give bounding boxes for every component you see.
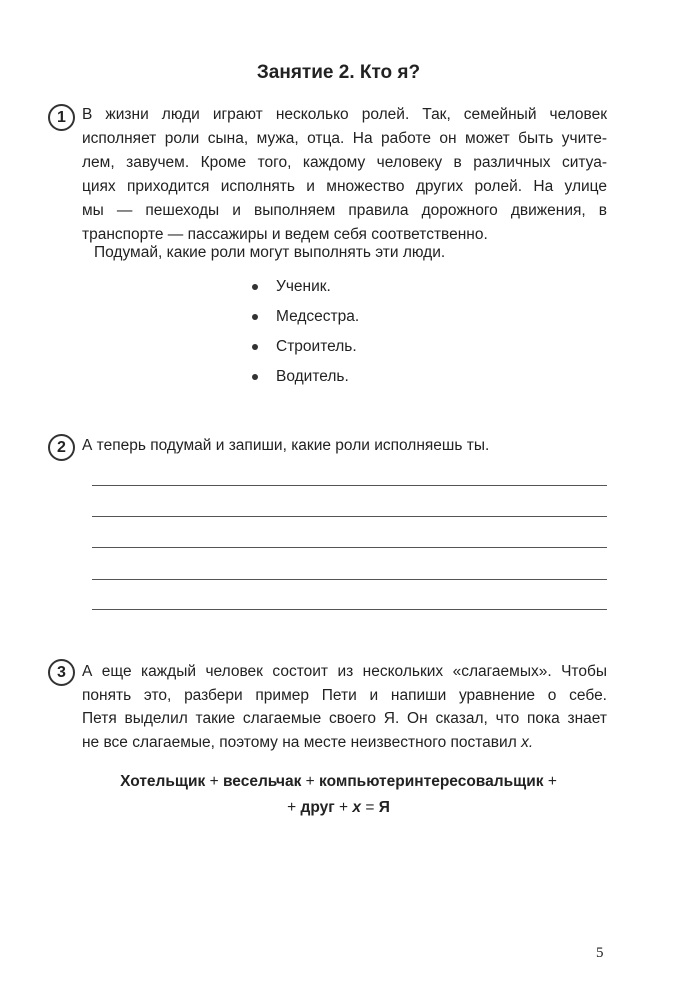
bullet-icon — [252, 374, 258, 380]
equation-line-1 — [0, 770, 677, 794]
bullet-icon — [252, 344, 258, 350]
paragraph-line — [82, 731, 533, 755]
answer-line[interactable] — [92, 609, 607, 610]
equation-term: весельчак — [222, 773, 302, 790]
bullet-icon — [252, 284, 258, 290]
plus-sign: + — [209, 773, 219, 790]
bullet-icon — [252, 314, 258, 320]
task-number-badge: 2 — [48, 434, 75, 461]
list-item: Водитель. — [276, 368, 349, 385]
page-number: 5 — [596, 945, 604, 961]
task-prompt: Подумай, какие роли могут выполнять эти люди. — [94, 244, 446, 261]
equation-line-2 — [0, 796, 677, 820]
plus-sign: + — [305, 773, 315, 790]
paragraph-line: В жизни люди играют несколько ролей. Так, семейный человек — [82, 106, 607, 123]
equation-result: Я — [378, 799, 390, 816]
equals-sign: = — [365, 799, 375, 816]
answer-line[interactable] — [92, 579, 607, 580]
paragraph-line: циях приходится исполнять и множество других ролей. На улице — [82, 178, 607, 195]
list-item: Ученик. — [276, 278, 331, 295]
equation-term: друг — [300, 799, 335, 816]
paragraph-line: лем, завучем. Кроме того, каждому человеку в различных ситуа- — [82, 154, 607, 171]
paragraph-text: не все слагаемые, поэтому на месте неизвестного поставил — [82, 734, 517, 751]
answer-line[interactable] — [92, 547, 607, 548]
plus-sign: + — [339, 799, 349, 816]
paragraph-line: понять это, разбери пример Пети и напиши уравнение о себе. — [82, 687, 607, 704]
list-item: Строитель. — [276, 338, 357, 355]
task-number-badge: 1 — [48, 104, 75, 131]
paragraph-line: мы — пешеходы и выполняем правила дорожного движения, в — [82, 202, 607, 219]
paragraph-line: Петя выделил такие слагаемые своего Я. Он сказал, что пока знает — [82, 710, 607, 727]
equation-term: компьютеринтересовальщик — [319, 773, 544, 790]
paragraph-line: транспорте — пассажиры и ведем себя соответственно. — [82, 226, 488, 243]
answer-line[interactable] — [92, 516, 607, 517]
page-title: Занятие 2. Кто я? — [256, 62, 421, 83]
list-item: Медсестра. — [276, 308, 360, 325]
plus-sign: + — [287, 799, 297, 816]
equation-term: Хотельщик — [120, 773, 206, 790]
answer-line[interactable] — [92, 485, 607, 486]
paragraph-line: исполняет роли сына, мужа, отца. На работе он может быть учите- — [82, 130, 607, 147]
task-text: А теперь подумай и запиши, какие роли исполняешь ты. — [82, 437, 490, 454]
paragraph-line: А еще каждый человек состоит из нескольких «слагаемых». Чтобы — [82, 663, 607, 680]
plus-sign: + — [547, 773, 557, 790]
equation-variable: x — [352, 799, 362, 816]
task-number-badge: 3 — [48, 659, 75, 686]
variable-x: x. — [521, 734, 534, 751]
